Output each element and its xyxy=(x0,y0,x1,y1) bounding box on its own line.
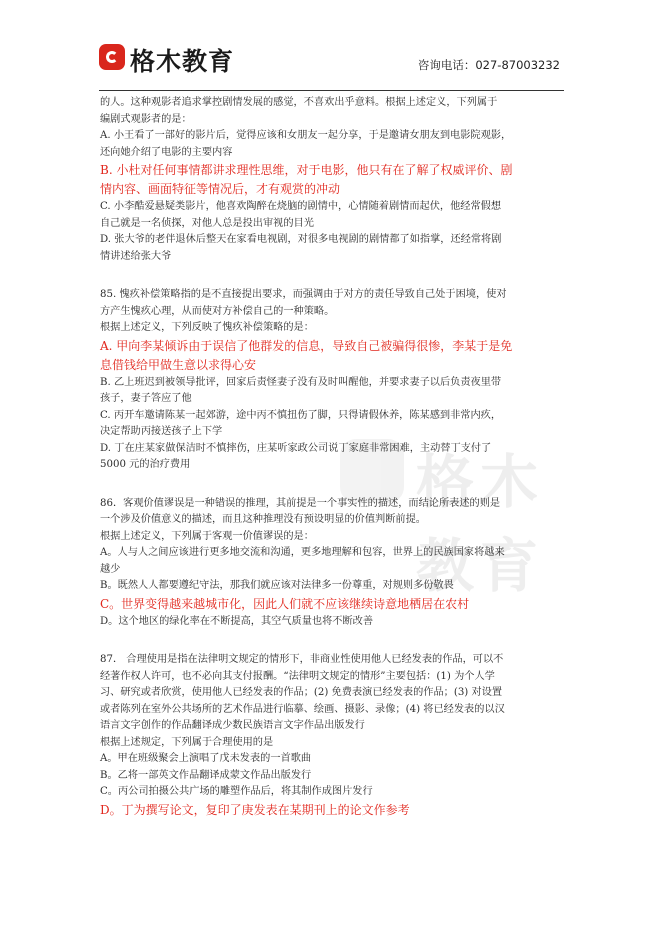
text-line: 自己就是一名侦探，对他人总是投出审视的目光 xyxy=(100,217,314,229)
text-line: 86．客观价值谬误是一种错误的推理，其前提是一个事实性的描述，而结论所表述的则是 xyxy=(100,497,501,509)
text-line: D. 张大爷的老伴退休后整天在家看电视剧，对很多电视剧的剧情都了如指掌，还经常将剧 xyxy=(100,234,502,245)
header-divider xyxy=(99,90,564,91)
watermark-text: 格木教育 xyxy=(416,448,545,600)
answer-line: 情内容、画面特征等情况后，才有观赏的冲动 xyxy=(100,182,341,196)
text-line: 根据上述规定，下列属于合理使用的是 xyxy=(100,736,274,748)
answer-line: A. 甲向李某倾诉由于误信了他群发的信息，导致自己被骗得很惨，李某于是免 xyxy=(100,338,513,353)
text-line: C. 小李酷爱悬疑类影片，他喜欢陶醉在烧脑的剧情中，心情随着剧情而起伏，他经常假想 xyxy=(100,201,502,212)
text-line: 情讲述给张大爷 xyxy=(100,250,172,262)
question-content xyxy=(100,95,564,820)
text-line: 编剧式观影者的是： xyxy=(100,113,192,125)
question-spacer xyxy=(100,474,564,496)
text-line: 越少 xyxy=(100,563,121,575)
text-line: 根据上述定义，下列反映了愧疚补偿策略的是： xyxy=(100,322,314,333)
text-line: B. 乙上班迟到被领导批评，回家后责怪妻子没有及时叫醒他，并要求妻子以后负责夜里带 xyxy=(100,376,502,388)
text-line: B。乙将一部英文作品翻译成蒙文作品出版发行 xyxy=(100,769,312,781)
text-line: 87． 合理使用是指在法律明文规定的情形下，非商业性使用他人已经发表的作品，可以不 xyxy=(100,654,504,665)
text-line: 的人。这种观影者追求掌控剧情发展的感觉，不喜欢出乎意料。根据上述定义，下列属于 xyxy=(100,97,498,108)
logo-text: 格木教育 xyxy=(130,47,235,76)
text-line: A. 小王看了一部好的影片后，觉得应该和女朋友一起分享，于是邀请女朋友到电影院观影， xyxy=(100,130,512,141)
text-line: 还向她介绍了电影的主要内容 xyxy=(100,146,233,158)
text-line: 或者陈列在室外公共场所的艺术作品进行临摹、绘画、摄影、录像；(4) 将已经发表的以汉 xyxy=(100,703,505,715)
text-line: D。这个地区的绿化率在不断提高，其空气质量也将不断改善 xyxy=(100,615,374,627)
question-spacer xyxy=(100,265,564,287)
text-line: C. 丙开车邀请陈某一起郊游，途中丙不慎扭伤了脚，只得请假休养，陈某感到非常内疚， xyxy=(100,409,502,421)
text-line: 习、研究或者欣赏，使用他人已经发表的作品；(2) 免费表演已经发表的作品；(3) 对设置 xyxy=(100,687,503,698)
answer-line: D。丁为撰写论文，复印了庚发表在某期刊上的论文作参考 xyxy=(100,802,410,817)
question-spacer xyxy=(100,630,564,652)
text-line: 根据上述定义，下列属于客观一价值谬误的是： xyxy=(100,530,314,542)
answer-line: 息借钱给甲做生意以求得心安 xyxy=(100,357,257,372)
text-line: C。丙公司拍摄公共广场的雕塑作品后，将其制作成图片发行 xyxy=(100,786,373,797)
text-line: D. 丁在庄某家做保洁时不慎摔伤，庄某听家政公司说丁家庭非常困难，主动替丁支付了 xyxy=(100,442,492,454)
text-line: 85. 愧疚补偿策略指的是不直接提出要求，而强调由于对方的责任导致自己处于困境，使对 xyxy=(100,289,507,300)
text-line: A。甲在班级聚会上演唱了戊未发表的一首歌曲 xyxy=(100,753,312,764)
page-header xyxy=(0,0,662,96)
logo-icon xyxy=(99,44,125,70)
contact-phone: 咨询电话：027-87003232 xyxy=(417,58,560,72)
text-line: 经著作权人许可，也不必向其支付报酬。“法律明文规定的情形”主要包括：(1) 为个人学 xyxy=(100,670,495,682)
answer-line: B. 小杜对任何事情都讲求理性思维，对于电影，他只有在了解了权威评价、剧 xyxy=(100,163,513,177)
answer-line: C。世界变得越来越城市化，因此人们就不应该继续诗意地栖居在农村 xyxy=(100,596,470,611)
text-line: 决定帮助丙接送孩子上下学 xyxy=(100,426,223,437)
text-line: B。既然人人都要遵纪守法，那我们就应该对法律多一份尊重，对规则多份敬畏 xyxy=(100,580,454,591)
text-line: 5000 元的治疗费用 xyxy=(100,459,191,470)
text-line: 方产生愧疚心理，从而使对方补偿自己的一种策略。 xyxy=(100,305,335,317)
text-line: 一个涉及价值意义的描述，而且这种推理没有预设明显的价值判断前提。 xyxy=(100,514,426,525)
text-line: 孩子，妻子答应了他 xyxy=(100,393,192,404)
text-line: 语言文字创作的作品翻译成少数民族语言文字作品出版发行 xyxy=(100,720,365,731)
text-line: A。人与人之间应该进行更多地交流和沟通，更多地理解和包容，世界上的民族国家将越来 xyxy=(100,547,505,558)
